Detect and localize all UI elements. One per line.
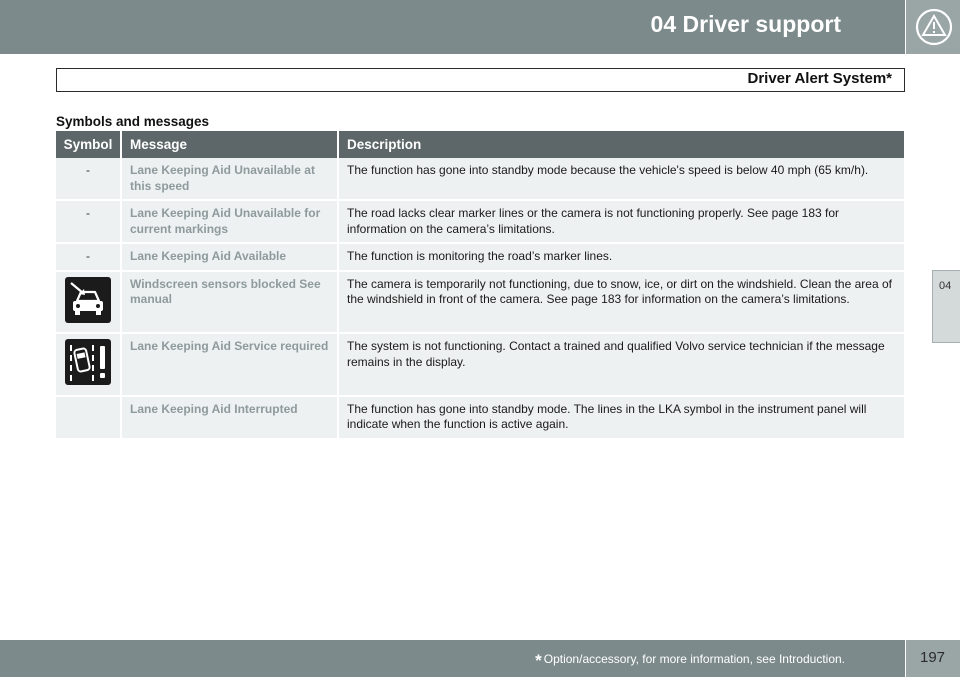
lane-keeping-warning-icon xyxy=(65,339,111,385)
column-header-symbol: Symbol xyxy=(56,131,121,158)
row-description: The function is monitoring the road’s marker lines. xyxy=(338,243,904,271)
row-symbol: - xyxy=(56,158,121,200)
row-message: Lane Keeping Aid Available xyxy=(121,243,338,271)
footer-star: * xyxy=(535,651,542,670)
table-row xyxy=(56,243,904,271)
table-row xyxy=(56,396,904,439)
row-message: Lane Keeping Aid Service required xyxy=(121,333,338,396)
row-symbol xyxy=(56,333,121,396)
chapter-side-tab[interactable] xyxy=(932,270,960,343)
footer-bar xyxy=(0,640,905,677)
warning-triangle-icon xyxy=(915,8,953,46)
symbols-messages-table xyxy=(56,131,904,440)
section-title: Driver Alert System* xyxy=(747,70,892,87)
windscreen-sensor-icon xyxy=(65,277,111,323)
row-message: Lane Keeping Aid Interrupted xyxy=(121,396,338,439)
row-message: Lane Keeping Aid Unavailable at this speed xyxy=(121,158,338,200)
row-description: The camera is temporarily not functioning, due to snow, ice, or dirt on the windshield. Clean the area of the windshield in front of the camera. See page 183 for information on the camera’s limitations. xyxy=(338,271,904,334)
table-heading: Symbols and messages xyxy=(56,114,210,129)
row-description: The function has gone into standby mode because the vehicle's speed is below 40 mph (65 km/h). xyxy=(338,158,904,200)
row-symbol: - xyxy=(56,200,121,243)
table-header-row xyxy=(56,131,904,158)
section-header xyxy=(56,68,905,92)
table-row xyxy=(56,200,904,243)
table-row xyxy=(56,333,904,396)
table-row xyxy=(56,158,904,200)
row-description: The road lacks clear marker lines or the camera is not functioning properly. See page 183 for information on the camera’s limitations. xyxy=(338,200,904,243)
row-symbol xyxy=(56,396,121,439)
row-symbol: - xyxy=(56,243,121,271)
page-number-box xyxy=(905,640,960,677)
side-tab-label: 04 xyxy=(939,280,952,292)
footer-note-text: Option/accessory, for more information, see Introduction. xyxy=(543,652,845,666)
row-description: The function has gone into standby mode. The lines in the LKA symbol in the instrument panel will indicate when the function is active again. xyxy=(338,396,904,439)
row-symbol xyxy=(56,271,121,334)
column-header-message: Message xyxy=(121,131,338,158)
footer-note xyxy=(535,651,845,671)
header-bar xyxy=(0,0,905,54)
row-message: Lane Keeping Aid Unavailable for current markings xyxy=(121,200,338,243)
column-header-description: Description xyxy=(338,131,904,158)
row-description: The system is not functioning. Contact a trained and qualified Volvo service technician if the message remains in the display. xyxy=(338,333,904,396)
table-row xyxy=(56,271,904,334)
chapter-title: 04 Driver support xyxy=(650,11,841,37)
page-number: 197 xyxy=(920,649,946,666)
warning-box xyxy=(905,0,960,54)
row-message: Windscreen sensors blocked See manual xyxy=(121,271,338,334)
